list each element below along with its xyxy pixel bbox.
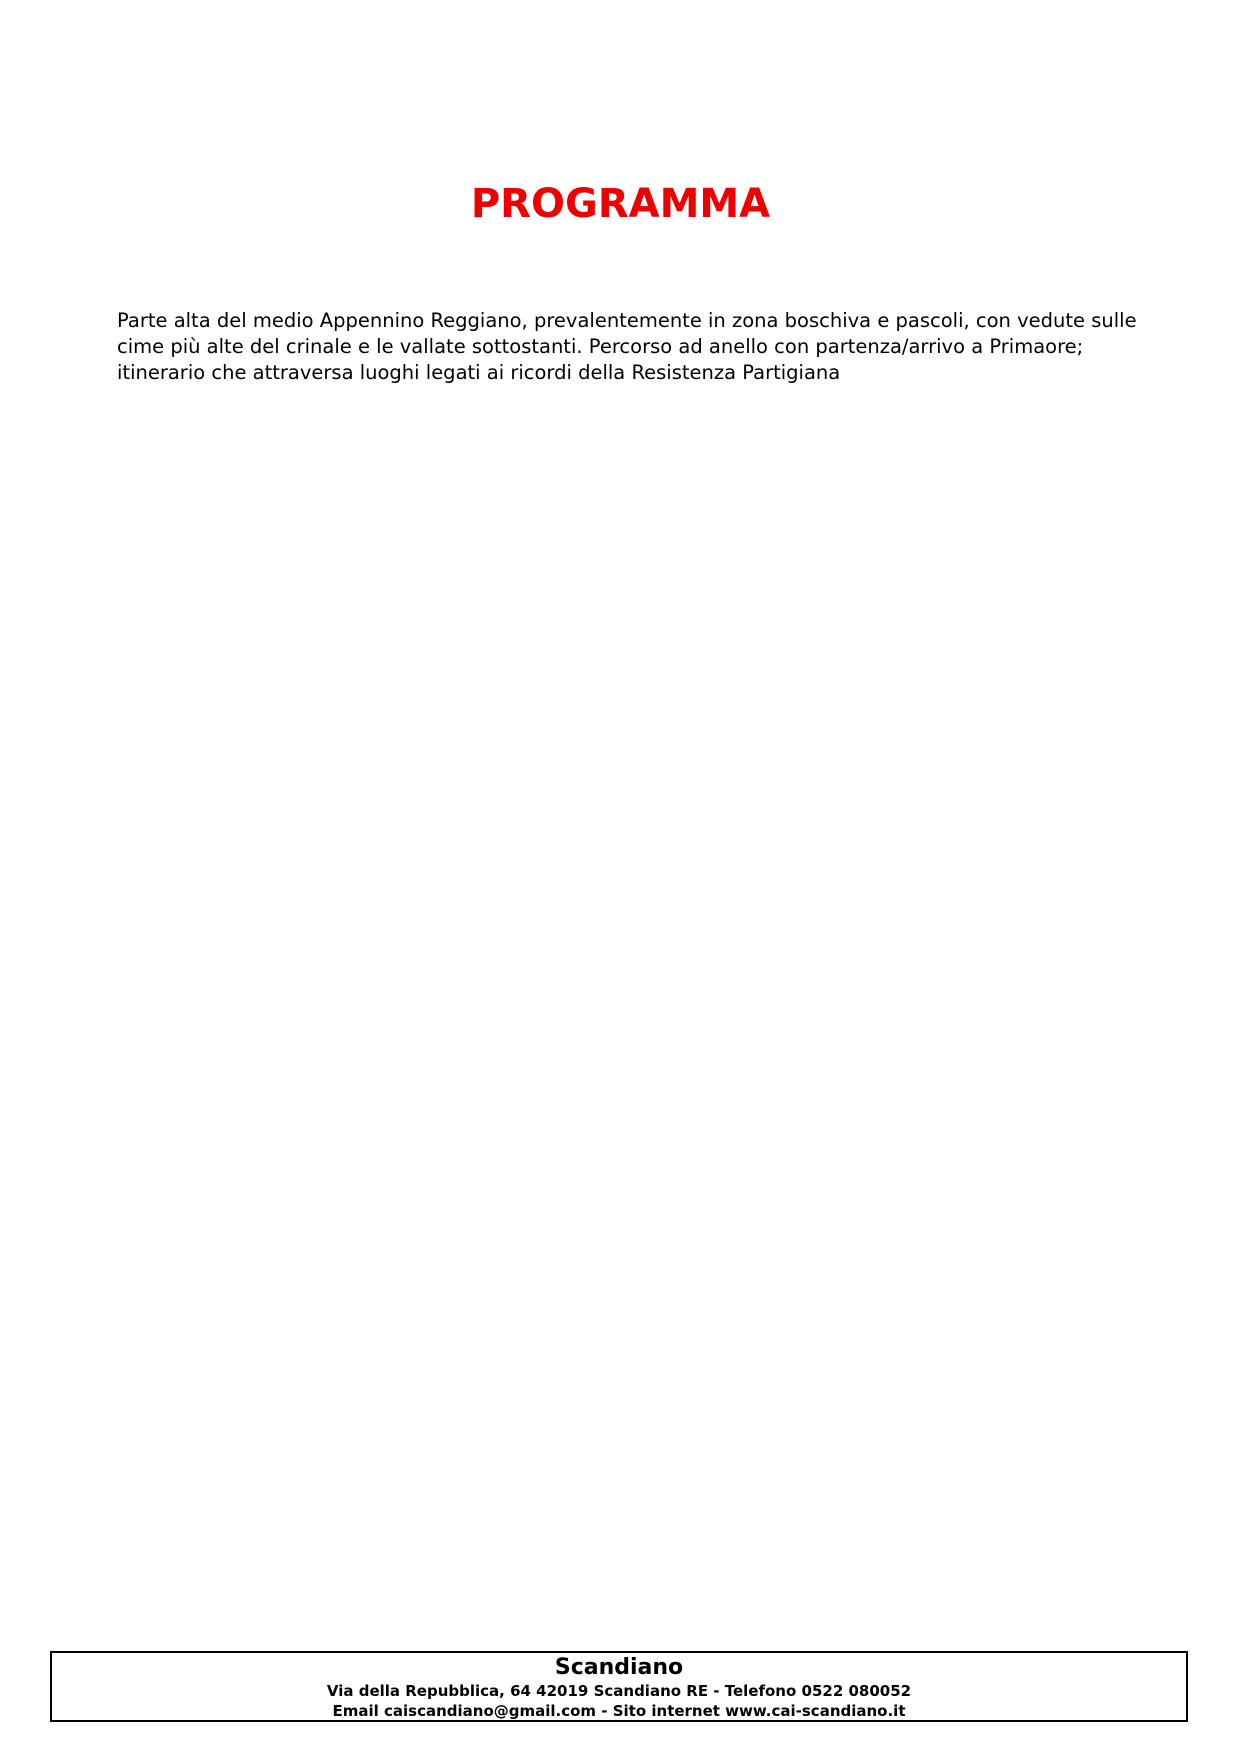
intro-paragraph: Parte alta del medio Appennino Reggiano, prevalentemente in zona boschiva e pascoli, con vedute sulle cime più alte del crinale e le vallate sottostanti. Percorso ad anello con partenza/arrivo a Primaore; itinerario che attraversa luoghi legati ai ricordi della Resistenza Partigiana	[117, 309, 1137, 384]
footer-organization-name: Scandiano	[554, 1655, 684, 1680]
footer-address-line: Via della Repubblica, 64 42019 Scandiano RE - Telefono 0522 080052	[326, 1682, 912, 1700]
footer-box	[50, 1651, 1188, 1722]
page-title: PROGRAMMA	[470, 181, 771, 227]
footer-contact-line: Email caiscandiano@gmail.com - Sito internet www.cai-scandiano.it	[332, 1702, 906, 1720]
